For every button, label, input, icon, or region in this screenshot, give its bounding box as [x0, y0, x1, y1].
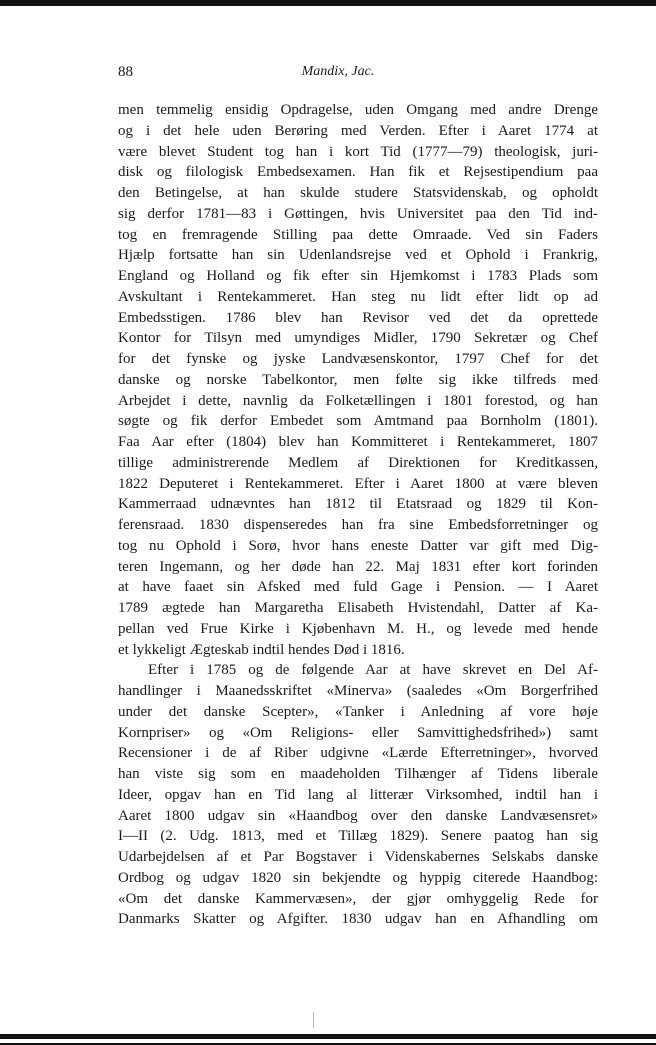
- text-line: Avskultant i Rentekammeret. Han steg nu lidt efter lidt op ad: [118, 288, 598, 305]
- text-line: Recensioner i de af Riber udgivne «Lærde Efterretninger», hvorved: [118, 745, 598, 762]
- text-line: 1789 ægtede han Margaretha Elisabeth Hvistendahl, Datter af Ka-: [118, 600, 598, 616]
- text-line: den Betingelse, at han skulde studere Statsvidenskab, og opholdt: [118, 185, 598, 201]
- text-line: Hjælp fortsatte han sin Udenlandsrejse ved et Ophold i Frankrig,: [118, 247, 598, 264]
- text-line: I—II (2. Udg. 1813, med et Tillæg 1829). Senere paatog han sig: [118, 828, 598, 845]
- text-line: Kornpriser» og «Om Religions- eller Samvittighedsfrihed») samt: [118, 724, 598, 741]
- text-line: men temmelig ensidig Opdragelse, uden Omgang med andre Drenge: [118, 102, 598, 118]
- text-line: handlinger i Maanedsskriftet «Minerva» (saaledes «Om Borgerfrihed: [118, 683, 598, 699]
- text-line: han viste sig som en maadeholden Tilhænger af Tidens liberale: [118, 766, 598, 782]
- running-head: Mandix, Jac.: [301, 64, 375, 79]
- text-line: at have faaet sin Afsked med fuld Gage i Pension. — I Aaret: [118, 579, 598, 596]
- text-line: for det fynske og jyske Landvæsenskontor, 1797 Chef for det: [118, 351, 598, 367]
- text-line: Udarbejdelsen af et Par Bogstaver i Videnskabernes Selskabs danske: [118, 849, 598, 865]
- text-line: tog en fremragende Stilling paa dette Omraade. Ved sin Faders: [118, 226, 598, 243]
- text-line: England og Holland og fik efter sin Hjemkomst i 1783 Plads som: [118, 268, 598, 284]
- text-line: sig derfor 1781—83 i Gøttingen, hvis Universitet paa den Tid ind-: [118, 205, 598, 222]
- text-line: danske og norske Tabelkontor, men følte sig ikke tilfreds med: [118, 371, 598, 388]
- page-number: 88: [118, 64, 133, 80]
- text-line: Arbejdet i dette, navnlig da Folketællingen i 1801 forestod, og han: [118, 392, 598, 409]
- text-line: under det danske Scepter», «Tanker i Anledning af vore høje: [118, 703, 598, 720]
- scan-mark: [313, 1012, 314, 1028]
- text-line: Kontor for Tilsyn med umyndiges Midler, 1790 Sekretær og Chef: [118, 330, 598, 347]
- text-line: tog nu Ophold i Sorø, hvor hans eneste Datter var gift med Dig-: [118, 537, 598, 554]
- text-line: Aaret 1800 udgav sin «Haandbog over den danske Landvæsensret»: [118, 807, 598, 824]
- text-line: og i det hele uden Berøring med Verden. Efter i Aaret 1774 at: [118, 122, 598, 139]
- text-line: tillige administrerende Medlem af Direktionen for Kreditkassen,: [118, 454, 598, 471]
- text-line: Efter i 1785 og de følgende Aar at have skrevet en Del Af-: [148, 662, 598, 679]
- page-bottom-edge: [0, 1034, 656, 1039]
- text-line: 1822 Deputeret i Rentekammeret. Efter i Aaret 1800 at være bleven: [118, 475, 598, 492]
- text-line: Danmarks Skatter og Afgifter. 1830 udgav han en Afhandling om: [118, 911, 598, 928]
- page-top-edge: [0, 0, 656, 6]
- text-line: Faa Aar efter (1804) blev han Kommitteret i Rentekammeret, 1807: [118, 434, 598, 450]
- body-text: [118, 100, 598, 930]
- text-line: Kammerraad udnævntes han 1812 til Etatsraad og 1829 til Kon-: [118, 496, 598, 513]
- text-line: ferensraad. 1830 dispenseredes han fra sine Embedsforretninger og: [118, 517, 598, 533]
- text-line: være blevet Student tog han i kort Tid (1777—79) theologisk, juri-: [118, 143, 598, 160]
- text-line: Ordbog og udgav 1820 sin bekjendte og hyppig citerede Haandbog:: [118, 869, 598, 886]
- text-line: søgte og fik derfor Embedet som Amtmand paa Bornholm (1801).: [118, 413, 598, 430]
- text-line: Ideer, opgav han en Tid lang al litterær Virksomhed, indtil han i: [118, 786, 598, 803]
- text-line: «Om det danske Kammervæsen», der gjør omhyggelig Rede for: [118, 890, 598, 907]
- text-line: Embedsstigen. 1786 blev han Revisor ved det da oprettede: [118, 309, 598, 326]
- text-line: et lykkeligt Ægteskab indtil hendes Død i 1816.: [118, 641, 405, 658]
- text-line: pellan ved Frue Kirke i Kjøbenhavn M. H., og levede med hende: [118, 620, 598, 637]
- text-line: disk og filologisk Embedsexamen. Han fik et Rejsestipendium paa: [118, 164, 598, 181]
- text-line: teren Ingemann, og her døde han 22. Maj 1831 efter kort forinden: [118, 558, 598, 575]
